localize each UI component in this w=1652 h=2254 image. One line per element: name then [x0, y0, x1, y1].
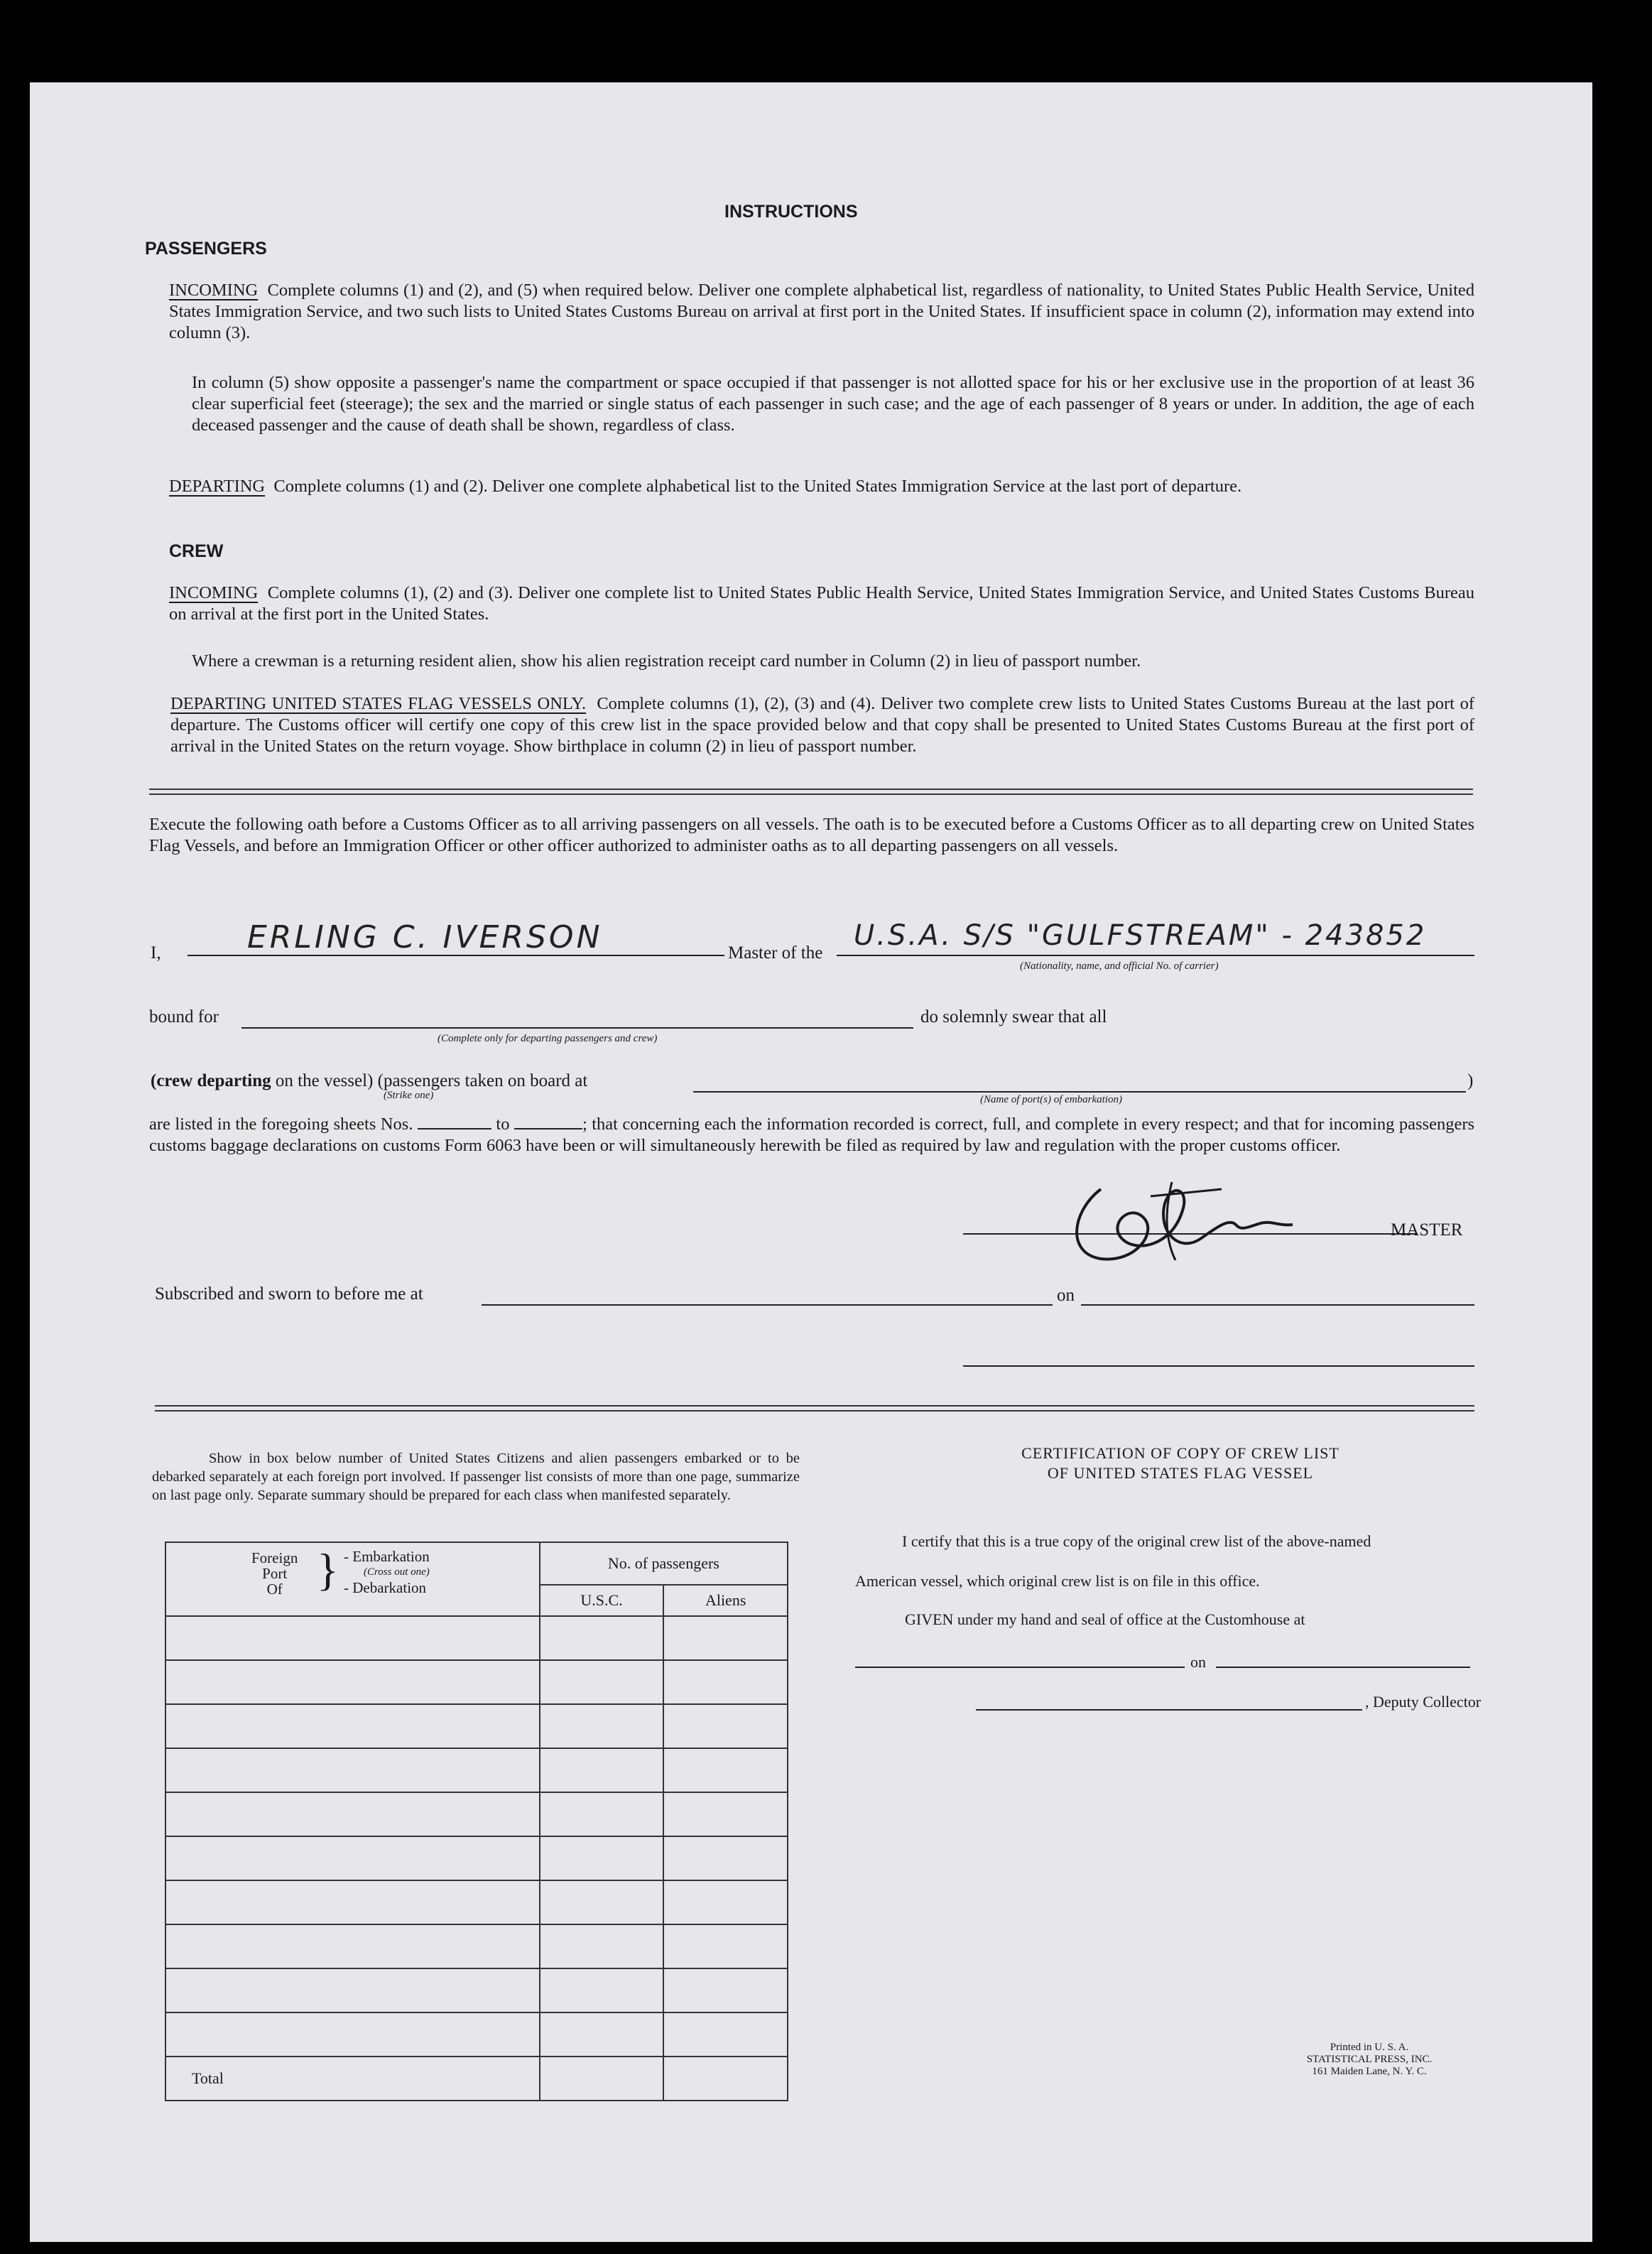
vessel-value: U.S.A. S/S "GULFSTREAM" - 243852 — [854, 919, 1427, 952]
aliens-cell[interactable] — [663, 1704, 788, 1748]
certification-heading-line-1: CERTIFICATION OF COPY OF CREW LIST — [1021, 1444, 1339, 1462]
table-row — [165, 1704, 788, 1748]
master-name-value: ERLING C. IVERSON — [247, 919, 603, 955]
foreign-port-header: Foreign Port Of } - Embarkation (Cross out one) - Debarkation — [165, 1542, 540, 1616]
crew-departing-text: Complete columns (1), (2), (3) and (4). Deliver two complete crew lists to United States Customs Bureau at the last port of departure. The Customs officer will certify one copy of this crew list in the space provided below and that copy shall be presented to United States Customs Bureau at the first port of arrival in the United States on the return voyage. Show birthplace in column (2) in lieu of passport number. — [170, 694, 1474, 756]
port-caption: (Name of port(s) of embarkation) — [980, 1094, 1122, 1105]
port-cell[interactable] — [165, 1660, 540, 1704]
crew-alien-paragraph: Where a crewman is a returning resident alien, show his alien registration receipt card number in Column (2) in lieu of passport number. — [192, 651, 1141, 671]
swear-text: do solemnly swear that all — [920, 1007, 1107, 1026]
crew-departing-line — [151, 1071, 587, 1091]
port-cell[interactable] — [165, 1924, 540, 1968]
passengers-incoming-text: Complete columns (1) and (2), and (5) when required below. Deliver one complete alphabetical list, regardless of nationality, to United States Public Health Service, United States Immigration Service, and two such lists to United States Customs Bureau on arrival at first port in the United States. If insufficient space in column (2), information may extend into column (3). — [169, 281, 1475, 342]
form-sheet — [30, 82, 1592, 2242]
total-row — [165, 2057, 788, 2101]
vessel-caption: (Nationality, name, and official No. of carrier) — [1020, 960, 1219, 972]
passengers-departing-paragraph — [169, 476, 1474, 497]
certification-date-field[interactable] — [1216, 1649, 1470, 1668]
usc-cell[interactable] — [540, 1880, 664, 1924]
bound-for-label: bound for — [149, 1007, 219, 1026]
master-of-label: Master of the — [728, 943, 823, 963]
table-row — [165, 1748, 788, 1792]
sheets-paragraph — [149, 1114, 1474, 1156]
table-row — [165, 1968, 788, 2012]
usc-cell[interactable] — [540, 1704, 664, 1748]
port-cell[interactable] — [165, 1968, 540, 2012]
master-name-field[interactable] — [188, 919, 724, 956]
close-paren: ) — [1467, 1071, 1474, 1090]
crew-departing-label: DEPARTING UNITED STATES FLAG VESSELS ONLY. — [170, 694, 587, 713]
port-embarkation-field[interactable] — [693, 1070, 1466, 1093]
usc-cell[interactable] — [540, 1660, 664, 1704]
cross-out-caption: (Cross out one) — [364, 1566, 430, 1578]
deputy-collector-label: , Deputy Collector — [1365, 1693, 1482, 1711]
aliens-cell[interactable] — [663, 1616, 788, 1660]
subscribed-date-field[interactable] — [1081, 1283, 1474, 1306]
sheets-text-b: ; that concerning each the information recorded is correct, full, and complete in every respect; and that for incoming passengers customs baggage declarations on customs Form 6063 have been or will simultaneously herewith be filed as required by law and regulation with the proper customs officer. — [149, 1115, 1475, 1155]
certification-heading — [875, 1443, 1486, 1483]
total-label: Total — [165, 2057, 540, 2101]
usc-cell[interactable] — [540, 1836, 664, 1880]
port-cell[interactable] — [165, 1748, 540, 1792]
usc-cell[interactable] — [540, 2012, 664, 2057]
aliens-cell[interactable] — [663, 1968, 788, 2012]
of-label: Of — [266, 1581, 283, 1598]
crew-incoming-paragraph — [169, 583, 1474, 625]
on-vessel-text: on the vessel) (passengers taken on board at — [275, 1071, 588, 1090]
subscribed-on-label: on — [1057, 1286, 1075, 1305]
divider-top — [149, 789, 1473, 795]
aliens-cell[interactable] — [663, 1880, 788, 1924]
usc-cell[interactable] — [540, 1792, 664, 1836]
usc-header: U.S.C. — [540, 1585, 664, 1616]
printer-line-3: 161 Maiden Lane, N. Y. C. — [1312, 2066, 1427, 2077]
crew-heading: CREW — [169, 541, 224, 561]
table-row — [165, 1660, 788, 1704]
bound-for-field[interactable] — [241, 1006, 913, 1029]
aliens-total-cell[interactable] — [663, 2057, 788, 2101]
subscribed-place-field[interactable] — [482, 1283, 1053, 1306]
printer-imprint — [1263, 2042, 1476, 2078]
table-row — [165, 1792, 788, 1836]
to-label: to — [496, 1115, 510, 1134]
table-row — [165, 1836, 788, 1880]
page-title: INSTRUCTIONS — [724, 202, 858, 222]
certification-line-3: GIVEN under my hand and seal of office at the Customhouse at — [905, 1610, 1305, 1628]
aliens-cell[interactable] — [663, 2012, 788, 2057]
crew-incoming-label: INCOMING — [169, 583, 259, 602]
port-cell[interactable] — [165, 1836, 540, 1880]
foreign-label: Foreign — [251, 1549, 298, 1566]
aliens-cell[interactable] — [663, 1836, 788, 1880]
passengers-heading: PASSENGERS — [145, 239, 267, 259]
passengers-incoming-paragraph — [169, 280, 1474, 344]
aliens-cell[interactable] — [663, 1924, 788, 1968]
customhouse-field[interactable] — [855, 1649, 1185, 1668]
crew-departing-strike-label: (crew departing — [151, 1071, 271, 1090]
port-cell[interactable] — [165, 2012, 540, 2057]
passenger-summary-table — [165, 1542, 788, 2101]
usc-cell[interactable] — [540, 1616, 664, 1660]
port-label: Port — [262, 1565, 288, 1582]
usc-cell[interactable] — [540, 1968, 664, 2012]
port-cell[interactable] — [165, 1792, 540, 1836]
certification-heading-line-2: OF UNITED STATES FLAG VESSEL — [1047, 1464, 1314, 1482]
crew-incoming-text: Complete columns (1), (2) and (3). Deliver one complete list to United States Public Health Service, United States Immigration Service, and United States Customs Bureau on arrival at the first port in the United States. — [169, 583, 1474, 624]
sheet-to-field[interactable] — [514, 1114, 582, 1129]
oath-intro: Execute the following oath before a Customs Officer as to all arriving passengers on all vessels. The oath is to be executed before a Customs Officer as to all departing crew on United States Flag Vessels, and before an Immigration Officer or other officer authorized to administer oaths as to all departing passengers on all vessels. — [149, 815, 1474, 855]
printer-line-1: Printed in U. S. A. — [1330, 2042, 1409, 2053]
sheet-from-field[interactable] — [418, 1114, 491, 1129]
usc-cell[interactable] — [540, 1748, 664, 1792]
strike-caption: (Strike one) — [384, 1090, 434, 1101]
vessel-field[interactable] — [837, 919, 1474, 956]
table-header-row — [165, 1542, 788, 1585]
printer-line-2: STATISTICAL PRESS, INC. — [1306, 2054, 1433, 2065]
usc-cell[interactable] — [540, 1924, 664, 1968]
certification-on-label: on — [1190, 1653, 1206, 1671]
column5-paragraph: In column (5) show opposite a passenger's name the compartment or space occupied if that passenger is not allotted space for his or her exclusive use in the proportion of at least 36 clear superficial feet (steerage); the sex and the married or single status of each passenger in such case; and the age of each passenger of 8 years or under. In addition, the age of each deceased passenger and the cause of death shall be shown, regardless of class. — [192, 373, 1474, 435]
divider-bottom — [155, 1405, 1474, 1412]
summary-instructions: Show in box below number of United States Citizens and alien passengers embarked or to be debarked separately at each foreign port involved. If passenger list consists of more than one page, summarize on last page only. Separate summary should be prepared for each class when manifested separately. — [152, 1451, 800, 1503]
port-cell[interactable] — [165, 1880, 540, 1924]
passengers-incoming-label: INCOMING — [169, 281, 259, 300]
table-row — [165, 1616, 788, 1660]
table-row — [165, 1924, 788, 1968]
master-label: MASTER — [1391, 1220, 1463, 1240]
aliens-cell[interactable] — [663, 1792, 788, 1836]
subscribed-label: Subscribed and sworn to before me at — [155, 1284, 423, 1304]
master-signature — [1058, 1168, 1342, 1274]
aliens-cell[interactable] — [663, 1660, 788, 1704]
aliens-header: Aliens — [663, 1585, 788, 1616]
port-cell[interactable] — [165, 1704, 540, 1748]
aliens-cell[interactable] — [663, 1748, 788, 1792]
oath-i-label: I, — [151, 943, 161, 963]
table-row — [165, 1880, 788, 1924]
officer-signature-field[interactable] — [963, 1344, 1474, 1367]
crew-departing-paragraph — [170, 693, 1474, 757]
debarkation-label[interactable]: - Debarkation — [344, 1579, 427, 1596]
no-of-passengers-header: No. of passengers — [540, 1542, 788, 1585]
certification-line-1: I certify that this is a true copy of the original crew list of the above-named — [902, 1532, 1371, 1550]
signature-scribble — [1058, 1168, 1342, 1274]
usc-total-cell[interactable] — [540, 2057, 664, 2101]
embarkation-label[interactable]: - Embarkation — [344, 1548, 430, 1565]
table-row — [165, 2012, 788, 2057]
bound-for-caption: (Complete only for departing passengers and crew) — [438, 1033, 658, 1044]
passengers-departing-text: Complete columns (1) and (2). Deliver one complete alphabetical list to the United States Immigration Service at the last port of departure. — [273, 477, 1242, 496]
certification-line-2: American vessel, which original crew list is on file in this office. — [855, 1572, 1260, 1590]
port-cell[interactable] — [165, 1616, 540, 1660]
deputy-collector-field[interactable] — [976, 1692, 1362, 1711]
sheets-text-a: are listed in the foregoing sheets Nos. — [149, 1115, 413, 1134]
passengers-departing-label: DEPARTING — [169, 477, 266, 496]
